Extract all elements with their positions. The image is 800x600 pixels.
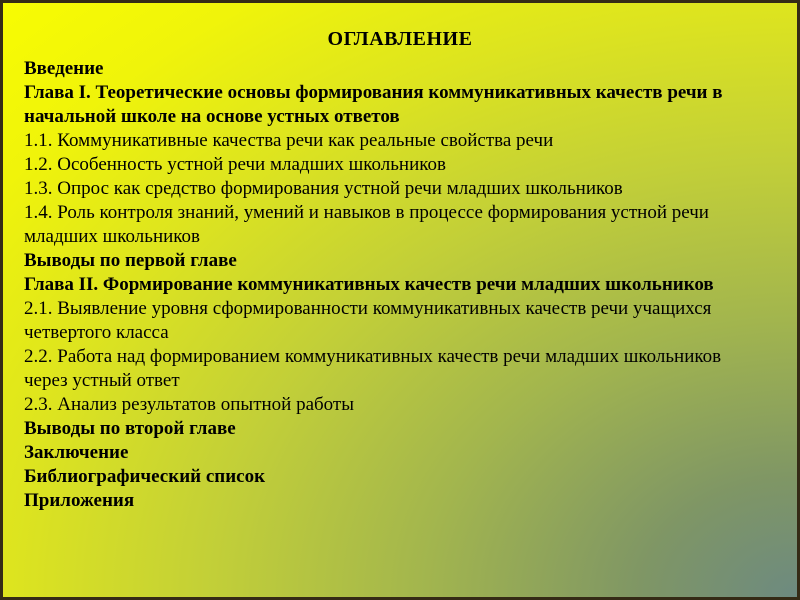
toc-entry-line: 1.4. Роль контроля знаний, умений и навыков в процессе формирования устной речи	[24, 202, 709, 223]
toc-entry-line: Глава II. Формирование коммуникативных качеств речи младших школьников	[24, 274, 714, 295]
toc-entry-line: Глава I. Теоретические основы формирования коммуникативных качеств речи в	[24, 82, 723, 103]
toc-entry-line: 1.1. Коммуникативные качества речи как реальные свойства речи	[24, 130, 554, 151]
toc-entry-line: четвертого класса	[24, 322, 169, 343]
toc-entry-line: начальной школе на основе устных ответов	[24, 106, 400, 127]
toc-entry-line: Выводы по второй главе	[24, 418, 236, 439]
toc-entry-line: 2.1. Выявление уровня сформированности коммуникативных качеств речи учащихся	[24, 298, 712, 319]
toc-entry-line: Приложения	[24, 490, 135, 511]
toc-entry-line: Выводы по первой главе	[24, 250, 237, 271]
toc-entry-line: 1.3. Опрос как средство формирования устной речи младших школьников	[24, 178, 623, 199]
toc-entry-line: 2.2. Работа над формированием коммуникативных качеств речи младших школьников	[24, 346, 722, 367]
slide-title: ОГЛАВЛЕНИЕ	[327, 28, 473, 50]
toc-entry-line: 2.3. Анализ результатов опытной работы	[24, 394, 354, 415]
toc-entry-line: Заключение	[24, 442, 129, 463]
toc-list	[3, 57, 797, 513]
toc-entry-line: 1.2. Особенность устной речи младших школьников	[24, 154, 446, 175]
toc-entry-line: через устный ответ	[24, 370, 180, 391]
toc-entry-line: Библиографический список	[24, 466, 266, 487]
toc-entry-line: младших школьников	[24, 226, 201, 247]
toc-entry-line: Введение	[24, 58, 104, 79]
